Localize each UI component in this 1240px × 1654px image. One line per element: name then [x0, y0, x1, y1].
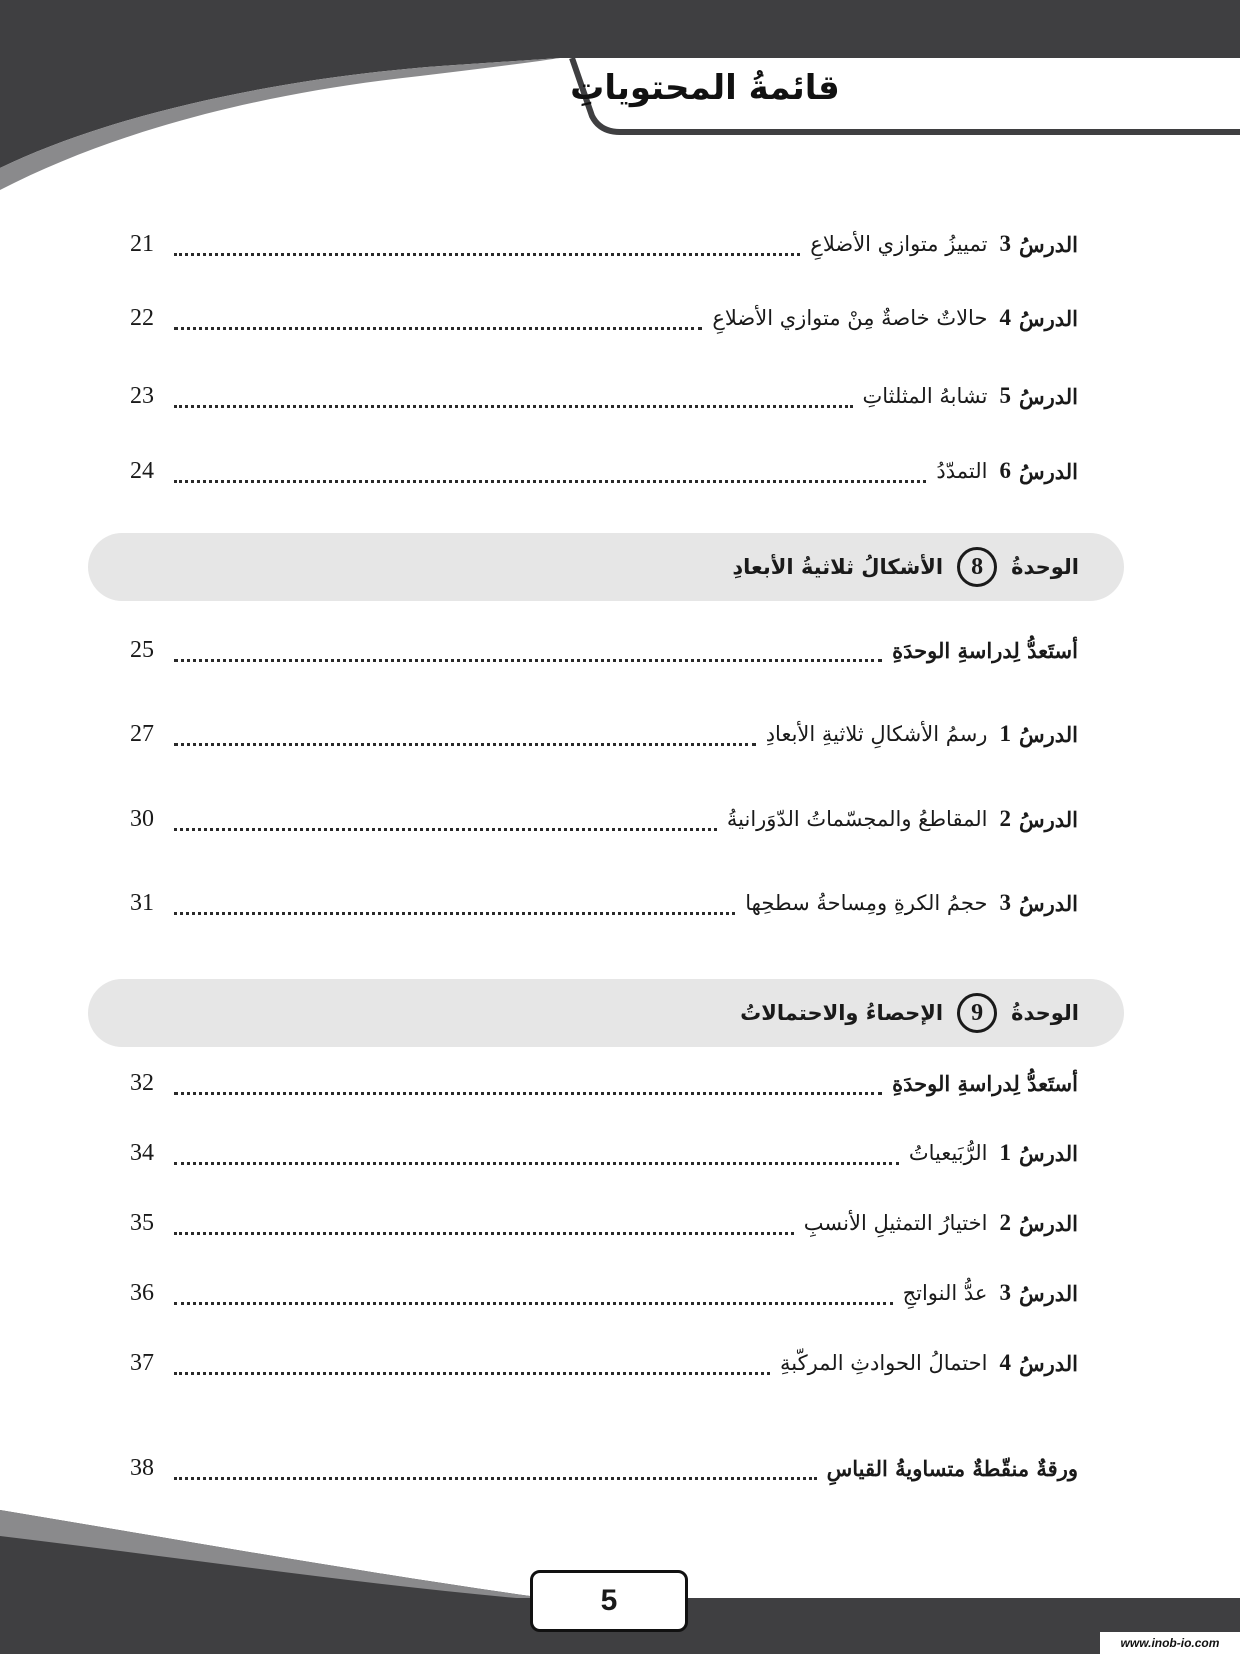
toc-entry[interactable] — [130, 296, 1078, 340]
page-ref: 30 — [130, 805, 154, 832]
page-ref: 31 — [130, 889, 154, 916]
lesson-number: 4 — [999, 305, 1011, 330]
lesson-label: الدرسُ — [1018, 458, 1078, 484]
page-ref: 34 — [130, 1139, 154, 1166]
lesson-title: حالاتٌ خاصةٌ مِنْ متوازي الأضلاعِ — [712, 306, 988, 330]
page-ref: 35 — [130, 1209, 154, 1236]
prep-title: أستَعدُّ لِدراسةِ الوحدَةِ — [892, 1070, 1078, 1096]
page-title: قائمةُ المحتوياتِ — [570, 68, 840, 108]
page-ref: 36 — [130, 1279, 154, 1306]
toc-entry[interactable] — [130, 374, 1078, 418]
unit-number-badge: 9 — [957, 993, 997, 1033]
dot-leader — [174, 1090, 882, 1095]
unit-label: الوحدةُ — [1011, 1001, 1079, 1025]
unit-title: الإحصاءُ والاحتمالاتُ — [740, 1001, 944, 1025]
lesson-number: 1 — [999, 1140, 1011, 1165]
page-ref: 38 — [130, 1454, 154, 1481]
dot-leader — [174, 1475, 817, 1480]
page-ref: 37 — [130, 1349, 154, 1376]
lesson-label: الدرسُ — [1018, 1140, 1078, 1166]
page-ref: 21 — [130, 230, 154, 257]
lesson-label: الدرسُ — [1018, 305, 1078, 331]
lesson-label: الدرسُ — [1018, 806, 1078, 832]
lesson-label: الدرسُ — [1018, 721, 1078, 747]
watermark: www.inob-io.com — [1100, 1632, 1240, 1654]
toc-entry[interactable] — [130, 1131, 1078, 1175]
unit-header-8[interactable] — [88, 533, 1124, 601]
dot-leader — [174, 1230, 794, 1235]
lesson-number: 2 — [999, 1210, 1011, 1235]
lesson-number: 3 — [999, 1280, 1011, 1305]
lesson-number: 2 — [999, 806, 1011, 831]
lesson-title: احتمالُ الحوادثِ المركّبةِ — [780, 1351, 988, 1375]
page-number: 5 — [530, 1570, 688, 1632]
dot-leader — [174, 1160, 899, 1165]
lesson-number: 6 — [999, 458, 1011, 483]
unit-title: الأشكالُ ثلاثيةُ الأبعادِ — [732, 555, 944, 579]
unit-label: الوحدةُ — [1011, 555, 1079, 579]
lesson-title: عدُّ النواتجِ — [902, 1281, 988, 1305]
toc-entry[interactable] — [130, 222, 1078, 266]
toc-entry[interactable] — [130, 712, 1078, 756]
lesson-title: حجمُ الكرةِ ومِساحةُ سطحِها — [745, 891, 988, 915]
prep-title: أستَعدُّ لِدراسةِ الوحدَةِ — [892, 637, 1078, 663]
lesson-title: الرُّبَيعياتُ — [908, 1141, 988, 1165]
dot-leader — [174, 910, 735, 915]
lesson-label: الدرسُ — [1018, 1350, 1078, 1376]
dot-leader — [174, 403, 853, 408]
unit-header-9[interactable] — [88, 979, 1124, 1047]
dot-leader — [174, 826, 717, 831]
lesson-number: 4 — [999, 1350, 1011, 1375]
special-title: ورقةٌ منقّطةٌ متساويةُ القياسِ — [826, 1455, 1078, 1481]
page-ref: 27 — [130, 720, 154, 747]
lesson-number: 5 — [999, 383, 1011, 408]
toc-entry[interactable] — [130, 628, 1078, 672]
lesson-label: الدرسُ — [1018, 890, 1078, 916]
lesson-title: تشابهُ المثلثاتِ — [862, 384, 988, 408]
toc-entry[interactable] — [130, 797, 1078, 841]
dot-leader — [174, 325, 702, 330]
dot-leader — [174, 1300, 893, 1305]
dot-leader — [174, 251, 800, 256]
dot-leader — [174, 657, 882, 662]
page-ref: 22 — [130, 304, 154, 331]
lesson-label: الدرسُ — [1018, 383, 1078, 409]
toc-entry[interactable] — [130, 881, 1078, 925]
dot-leader — [174, 741, 756, 746]
page-ref: 23 — [130, 382, 154, 409]
toc-entry[interactable] — [130, 1061, 1078, 1105]
toc-entry[interactable] — [130, 1341, 1078, 1385]
dot-leader — [174, 1370, 770, 1375]
lesson-title: رسمُ الأشكالِ ثلاثيةِ الأبعادِ — [765, 722, 988, 746]
toc-entry[interactable] — [130, 1201, 1078, 1245]
dot-leader — [174, 478, 926, 483]
lesson-label: الدرسُ — [1018, 1210, 1078, 1236]
page-ref: 32 — [130, 1069, 154, 1096]
lesson-title: التمدّدُ — [936, 459, 988, 483]
lesson-number: 3 — [999, 231, 1011, 256]
lesson-title: تمييزُ متوازي الأضلاعِ — [810, 232, 988, 256]
toc-entry[interactable] — [130, 1271, 1078, 1315]
lesson-number: 1 — [999, 721, 1011, 746]
lesson-label: الدرسُ — [1018, 231, 1078, 257]
page-ref: 24 — [130, 457, 154, 484]
lesson-title: اختيارُ التمثيلِ الأنسبِ — [803, 1211, 988, 1235]
lesson-number: 3 — [999, 890, 1011, 915]
lesson-title: المقاطعُ والمجسّماتُ الدّوَرانيةُ — [726, 807, 988, 831]
unit-number-badge: 8 — [957, 547, 997, 587]
page-ref: 25 — [130, 636, 154, 663]
toc-entry[interactable] — [130, 1446, 1078, 1490]
lesson-label: الدرسُ — [1018, 1280, 1078, 1306]
toc-entry[interactable] — [130, 449, 1078, 493]
